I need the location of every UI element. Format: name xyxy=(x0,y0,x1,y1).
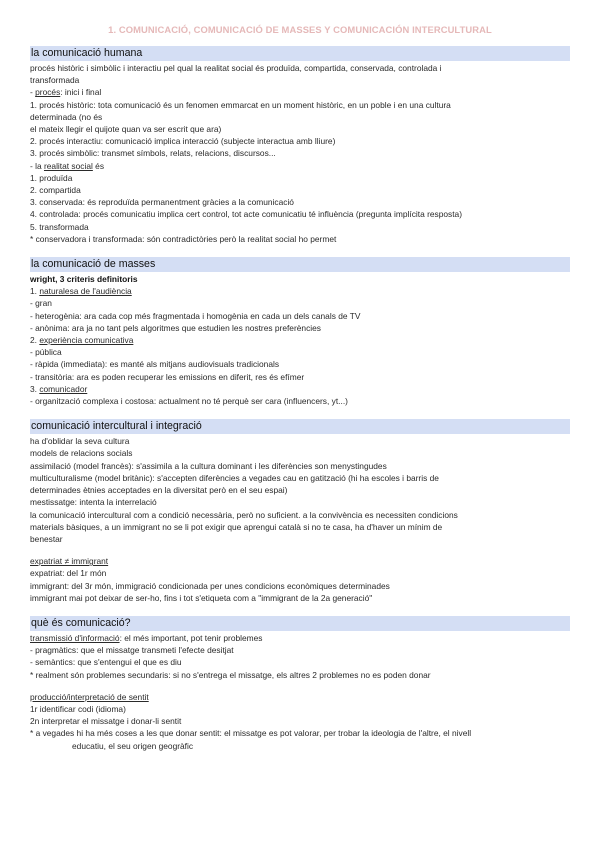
text-line: - anònima: ara ja no tant pels algoritmes que estudien les nostres preferències xyxy=(30,322,321,333)
section-heading-comunicacio-humana: la comunicació humana xyxy=(30,46,570,61)
underlined-subheading: producció/interpretació de sentit xyxy=(30,691,149,702)
text-line: 2. compartida xyxy=(30,185,81,196)
text-line: benestar xyxy=(30,533,63,544)
text-span: : inici i final xyxy=(60,87,102,98)
text-line: - pragmàtics: que el missatge transmeti l'efecte desitjat xyxy=(30,645,234,656)
text-line: - pública xyxy=(30,347,62,358)
document-title: 1. COMUNICACIÓ, COMUNICACIÓ DE MASSES Y COMUNICACIÓN INTERCULTURAL xyxy=(108,24,492,35)
text-span: - xyxy=(30,87,36,98)
text-line: el mateix llegir el quijote quan va ser escrit que ara) xyxy=(30,124,222,135)
text-line: determinades ètnies acceptades en la diversitat però en el seu espai) xyxy=(30,485,288,496)
text-line: expatriat: del 1r món xyxy=(30,568,107,579)
text-line: determinada (no és xyxy=(30,111,103,122)
text-span: - la xyxy=(30,160,44,171)
text-span: : el més important, pot tenir problemes xyxy=(119,632,263,643)
underlined-term: experiència comunicativa xyxy=(39,335,134,346)
text-line: * conservadora i transformada: són contradictòries però la realitat social ho permet xyxy=(30,233,337,244)
text-line: - organització complexa i costosa: actualment no té perquè ser cara (influencers, yt...) xyxy=(30,396,348,407)
underlined-term: realitat social xyxy=(43,160,93,171)
text-line: materials bàsiques, a un immigrant no se li pot exigir que aprengui català si no te casa, ha d'haver un mínim de xyxy=(30,521,443,532)
text-line: models de relacions socials xyxy=(30,448,133,459)
text-span: 3. xyxy=(30,383,40,394)
text-span: 1. xyxy=(30,286,40,297)
text-line: 1. produïda xyxy=(30,172,73,183)
text-line: - ràpida (immediata): es manté als mitjans audiovisuals tradicionals xyxy=(30,359,280,370)
bold-subheading: wright, 3 criteris definitoris xyxy=(30,274,138,285)
text-line: 4. controlada: procés comunicatiu implica cert control, tot acte comunicatiu té influència (pregunta implícita resposta) xyxy=(30,209,462,220)
text-line xyxy=(30,160,570,172)
text-line: multiculturalisme (model britànic): s'accepten diferències a vegades cau en gatització (hi ha escoles i barris de xyxy=(30,472,439,483)
text-line: - gran xyxy=(30,298,52,309)
section-heading-comunicacio-masses: la comunicació de masses xyxy=(30,257,570,272)
underlined-term: procés xyxy=(35,87,61,98)
text-line: - heterogènia: ara cada cop més fragmentada i homogènia en cada un dels canals de TV xyxy=(30,310,361,321)
text-line: ha d'oblidar la seva cultura xyxy=(30,436,130,447)
text-line: - transitòria: ara es poden recuperar les emissions en diferit, res és efímer xyxy=(30,371,305,382)
text-line xyxy=(30,285,570,297)
section-heading-comunicacio-intercultural: comunicació intercultural i integració xyxy=(30,419,570,434)
text-line: assimilació (model francès): s'assimila a la cultura dominant i les diferències son menystingudes xyxy=(30,460,387,471)
text-line: 2n interpretar el missatge i donar-li sentit xyxy=(30,716,182,727)
text-line: immigrant: del 3r món, immigració condicionada per unes condicions econòmiques determinades xyxy=(30,580,390,591)
text-line: transformada xyxy=(30,75,80,86)
text-line: immigrant mai pot deixar de ser-ho, fins i tot s'etiqueta com a "immigrant de la 2a generació" xyxy=(30,592,373,603)
text-line: 1. procés històric: tota comunicació és un fenomen emmarcat en un moment històric, en un poble i en una cultura xyxy=(30,99,451,110)
text-line: mestissatge: intenta la interrelació xyxy=(30,497,157,508)
text-line xyxy=(30,86,570,98)
text-line: 1r identificar codi (idioma) xyxy=(30,703,126,714)
text-line: * a vegades hi ha més coses a les que donar sentit: el missatge es pot valorar, per trobar la ideologia de l'altre, el nivell xyxy=(30,728,472,739)
underlined-subheading: expatriat ≠ immigrant xyxy=(30,556,109,567)
text-line: procés històric i simbòlic i interactiu pel qual la realitat social és produïda, compartida, conservada, controlada i xyxy=(30,63,442,73)
text-line xyxy=(30,383,570,395)
text-line: 5. transformada xyxy=(30,221,89,232)
text-span: 2. xyxy=(30,335,40,346)
text-span: és xyxy=(92,160,105,171)
text-line: la comunicació intercultural com a condició necessària, però no suficient. a la convivència es necessiten condicions xyxy=(30,509,458,520)
underlined-term: transmissió d'informació xyxy=(30,632,120,643)
underlined-term: naturalesa de l'audiència xyxy=(39,286,132,297)
underlined-term: comunicador xyxy=(39,383,88,394)
text-line: 3. conservada: és reproduïda permanentment gràcies a la comunicació xyxy=(30,197,294,208)
text-line xyxy=(30,632,570,644)
text-line: 3. procés simbòlic: transmet símbols, relats, relacions, discursos... xyxy=(30,148,276,159)
text-line: * realment són problemes secundaris: si no s'entrega el missatge, els altres 2 problemes no es poden donar xyxy=(30,669,431,680)
text-line: educatiu, el seu origen geogràfic xyxy=(72,740,194,751)
text-line: 2. procés interactiu: comunicació implica interacció (subjecte interactua amb lliure) xyxy=(30,136,336,147)
text-line: - semàntics: que s'entengui el que es diu xyxy=(30,657,182,668)
section-heading-que-es-comunicacio: què és comunicació? xyxy=(30,616,570,631)
text-line xyxy=(30,334,570,346)
